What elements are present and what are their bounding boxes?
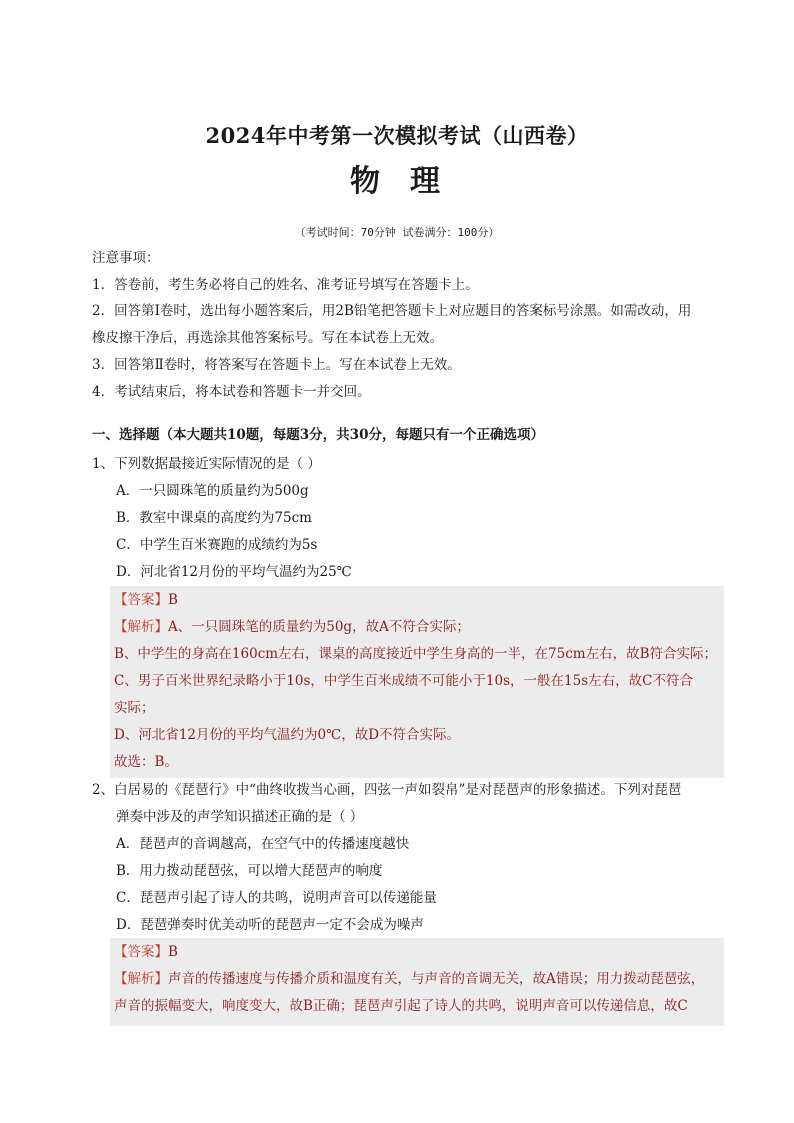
question-1-explanation-line: 故选：B。: [114, 754, 178, 770]
question-1-explanation-line: 实际；: [114, 700, 155, 716]
question-2-answer: [114, 943, 178, 961]
note-item-3: 3．回答第Ⅱ卷时，将答案写在答题卡上。写在本试卷上无效。: [92, 357, 461, 373]
note-item-2-continued: 橡皮擦干净后，再选涂其他答案标号。写在本试卷上无效。: [92, 330, 443, 346]
question-1-explanation-line: C、男子百米世界纪录略小于10s，中学生百米成绩不可能小于10s，一般在15s左右，故C不符合: [114, 673, 693, 689]
question-2-explanation-line: [114, 970, 704, 988]
question-1-stem: 1、下列数据最接近实际情况的是（ ）: [92, 456, 321, 472]
note-item-4: 4．考试结束后，将本试卷和答题卡一并交回。: [92, 384, 371, 400]
question-2-explanation-line: 声音的振幅变大，响度变大，故B正确；琵琶声引起了诗人的共鸣，说明声音可以传递信息，故C: [114, 998, 688, 1014]
question-2-stem-continued: 弹奏中涉及的声学知识描述正确的是（ ）: [116, 809, 364, 825]
explanation-text: 声音的传播速度与传播介质和温度有关，与声音的音调无关，故A错误；用力拨动琵琶弦，: [168, 971, 705, 987]
notes-heading: 注意事项：: [92, 250, 160, 266]
subject-char-1: 物: [350, 164, 384, 199]
explanation-label: 【解析】: [114, 971, 168, 987]
exam-info: （考试时间：70分钟 试卷满分：100分）: [294, 226, 500, 239]
explanation-label: 【解析】: [114, 619, 168, 635]
subject-title: [0, 156, 794, 200]
exam-title: 2024年中考第一次模拟考试（山西卷）: [205, 123, 589, 148]
question-1-explanation-line: [114, 618, 470, 636]
note-item-1: 1．答卷前，考生务必将自己的姓名、准考证号填写在答题卡上。: [92, 277, 479, 293]
question-1-option-c: C．中学生百米赛跑的成绩约为5s: [116, 537, 318, 553]
question-2-option-b: B．用力拨动琵琶弦，可以增大琵琶声的响度: [116, 863, 383, 879]
section-heading: 一、选择题（本大题共10题，每题3分，共30分，每题只有一个正确选项）: [92, 427, 544, 443]
question-2-option-a: A．琵琶声的音调越高，在空气中的传播速度越快: [116, 836, 410, 852]
question-1-option-d: D．河北省12月份的平均气温约为25℃: [116, 564, 352, 580]
question-1-option-a: A．一只圆珠笔的质量约为500g: [116, 483, 309, 499]
question-2-option-d: D．琵琶弹奏时优美动听的琵琶声一定不会成为噪声: [116, 917, 424, 933]
question-1-explanation-line: B、中学生的身高在160cm左右，课桌的高度接近中学生身高的一半，在75cm左右，故B符合实际；: [114, 646, 718, 662]
answer-value: B: [168, 944, 178, 960]
question-1-answer: [114, 591, 178, 609]
note-item-2: 2．回答第Ⅰ卷时，选出每小题答案后，用2B铅笔把答题卡上对应题目的答案标号涂黑。如需改动，用: [92, 303, 692, 319]
answer-label: 【答案】: [114, 592, 168, 608]
question-1-option-b: B．教室中课桌的高度约为75cm: [116, 510, 312, 526]
answer-label: 【答案】: [114, 944, 168, 960]
question-2-option-c: C．琵琶声引起了诗人的共鸣，说明声音可以传递能量: [116, 890, 437, 906]
subject-char-2: 理: [410, 164, 444, 199]
question-1-explanation-line: D、河北省12月份的平均气温约为0℃，故D不符合实际。: [114, 727, 461, 743]
question-2-stem: 2、白居易的《琵琶行》中“曲终收拨当心画，四弦一声如裂帛”是对琵琶声的形象描述。下列对琵琶: [92, 782, 682, 798]
answer-value: B: [168, 592, 178, 608]
explanation-text: A、一只圆珠笔的质量约为50g，故A不符合实际；: [168, 619, 470, 635]
